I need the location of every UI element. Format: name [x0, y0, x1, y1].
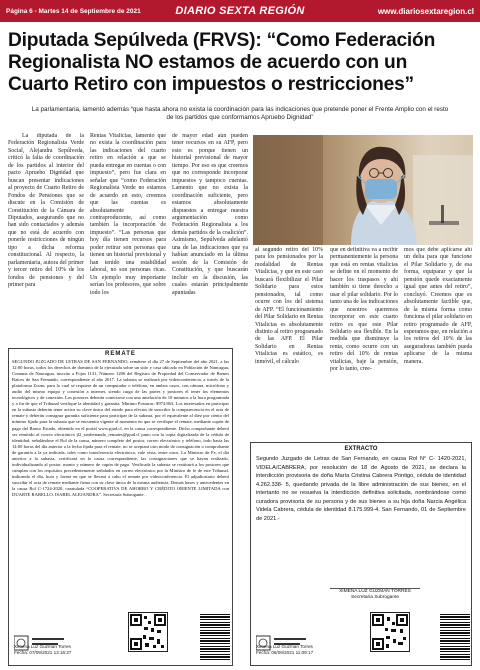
stamp-2-date: Fecha: 06/09/2021 11:09:17 [256, 649, 314, 655]
extracto-body: Segundo Juzgado de Letras de San Fernando, en causa Rol N° C- 1420-2021, VIDELA/CABRERA, por resolución de 18 de Agosto de 2021, se declara la interdicción provisoria de doña María Cristina Cabrera Pontigo, cédula de identidad 4.262.338- 5, quedando privada de la libre administración de sus bienes, en el intertanto no se resuelva la interdicción definitiva solicitada, nombrándose como curadora provisoria de su persona y de sus bienes a su hija doña Narcia Angélica Videla Cabrera, cédula de identidad 8.175.999-4. San Fernando, 01 de Septiembre de 2021.- [256, 456, 466, 522]
extracto-signer: XIMENA LUZ GUZMAN TORRES [339, 589, 411, 594]
article-column-5: que en definitiva va a recibir permanentemente la persona que está en rentas vitalicias se define en el momento de hacer los traspasos y ahí también si tiene derecho a usar el pilar solidario. Por lo tanto una de las indicaciones que nosotros queremos incorporar en este cuarto retiro es que este Pilar Solidario sea flexible. En la medida que disminuye la renta, como ocurre con un retiro del 10% de rentas vitalicias, baje la pensión, por lo tanto, cree- [330, 247, 398, 373]
article-column-3: de mayor edad aún pueden tener recursos en su AFP, pero esto es porque tienen un historial previsional de mayor tiempo. Por eso es que creemos que no corresponde incorporar impuestos y tampoco cuentas. Lamento que no exista la coordinación suficiente, pero estamos absolutamente dispuestos a entregar nuestra argumentación como Federación Regionalista a los demás partidos de la coalición”. Asimismo, Sepúlveda adelantó una de las indicaciones que ya habían anunciado en la última sesión de la Comisión de Constitución, y que buscarán incluir en la discusión, las cuales estarán principalmente apuntadas [172, 133, 248, 296]
verification-qr-code-2[interactable] [370, 612, 410, 652]
page-label: Página 6 - Martes 14 de Septiembre de 2021 [6, 7, 141, 15]
stamp-1-date: Fecha: 07/09/2021 13:16:27 [14, 649, 72, 655]
remate-title: REMATE [105, 351, 136, 357]
qr-code-icon [129, 613, 167, 651]
newspaper-brand: DIARIO SEXTA REGIÓN [175, 5, 305, 17]
stamp-1-signer: Ximena Luz Guzman Torres [14, 644, 71, 649]
verification-barcode-2 [440, 612, 470, 660]
extracto-signature [310, 589, 440, 601]
signature-stamp-2 [256, 644, 313, 655]
article-deck: La parlamentaria, lamentó además “que hasta ahora no exista la coordinación para las indicaciones que pretende poner el Frente Amplio con el resto de los partidos que conformamos Apruebo Dignidad” [31, 106, 449, 121]
masthead-bar [0, 0, 480, 22]
article-headline: Diputada Sepúlveda (FRVS): “Como Federación Regionalista NO estamos de acuerdo con un Cuarto Retiro con impuestos o restricciones” [8, 30, 436, 95]
extracto-title: EXTRACTO [344, 446, 378, 452]
extracto-signer-role: Secretaria Subrogante [351, 595, 399, 600]
qr-code-icon [371, 613, 409, 651]
remate-body: SEGUNDO JUZGADO DE LETRAS DE SAN FERNANDO, remátese el día 27 de Septiembre del año 2021, a las 12:00 horas, todos los derechos de dominio de la ejecutada sobre un sitio y casa ubicado en Población de Nancagua, Comuna de Nancagua, inscrito a Fojas 1131, Número 1206 del Registro de Propiedad del Conservador de Bienes Raíces de San Fernando, correspondiente al año 2017. La subasta se realizará por videoconferencia, a través de la plataforma Zoom, para lo cual se requiere de un computador o teléfono, en ambos casos, con cámara, micrófono y audio del mismo equipo y conexión a internet, siendo carga de las partes y postores el tener los elementos tecnológicos y de conexión. Los postores deberán conectarse con una antelación de 10 minutos a la hora programada y a fin de que el Tribunal verifique la identidad y garantía. Mínimo Posturas: $974.863. Los interesados en participar en la subasta deberán tener activa su clave única del estado para efectos de suscribir la comparecencia en el acta de remate y deberán consignar garantía suficiente para participar de la subasta, por el equivalente al diez por ciento del mínimo fijado para la subasta que se encuentra vigente al momento en que se verifique el remate, mediante cupón de pago del Banco Estado, obtenido en el portal www.pjud.cl, en la causa correspondiente. Dicho comprobante deberá ser remitido al correo electrónico jl2_sanfernando_remates@pjud.cl junto con la copia digitalizada de la cédula de identidad, señalándose el Rol de la causa, número completo del postor, correo electrónico y teléfono, todo hasta las 14:00 horas del día anterior a la fecha fijada para el remate, no se aceptará otro modo de consignación o comprobante de garantía a la ya indicada, tales como transferencia electrónica, vale vista, entre otros. La Ministro de Fe, el día anterior a la subasta, certificará en la causa correspondiente, las consignaciones que se hayan realizado, individualizando al postor, monto y número de cupón de pago. Verificada la subasta se restituirá a los postores que cumplan con los requisitos precedentemente señalados en correo electrónico por la Ministro de fe de este Tribunal, indicando el día, hora y forma en que se llevará a cabo el remate por videoconferencia. El adjudicatario deberá suscribir el acta de remate mediante firma con su clave única de la misma audiencia. Demás bases y antecedentes en la causa Rol C-1724-2020, caratulada “COOPERATIVA DE AHORRO Y CRÉDITO ORIENTE LIMITADA con DUARTE RABELLO, ISABEL ALEJANDRA”. Secretaría Subrogante. [12, 359, 229, 498]
verification-barcode-1 [200, 612, 230, 660]
article-column-6: mos que debe aplicarse ahí un delta para que funcione el Pilar Solidario y, de esa forma, equiparar y que la pensión quede exactamente igual que antes del retiro”, concluyó. Creemos que es absolutamente factible que, de la misma forma como funciona el pilar solidario en retiro programado de AFP, esperamos que, en relación a los retiros del 10% de las aseguradoras también pueda aplicarse de la misma manera. [404, 247, 472, 365]
article-column-1: La diputada de la Federación Regionalista Verde Social, Alejandra Sepúlveda, criticó la falta de coordinación de los partidos al interior del pacto Apruebo Dignidad que buscan presentar indicaciones al proyecto de Cuarto Retiro de Fondos de Pensiones que se discute en la Comisión de Constitución de la Cámara de Diputados, asegurando que no han sido contactados y además que no está de acuerdo con ponerle restricciones de ningún tipo a dicha reforma constitucional. Al respecto, la parlamentaria, autora del primer y tercer retiro del 10% de los fondos de pensiones y del primer para [8, 133, 84, 289]
article-column-4: al segundo retiro del 10% para los pensionados por la modalidad de Rentas Vitalicias, y que en este caso buscará flexibilizar el Pilar Solidario para estos pensionados, tal como ocurre con los del sistema de AFP. “El funcionamiento del Pilar Solidario en Rentas Vitalicias es absolutamente distinto al retiro programado de las AFP. El Pilar Solidario en Rentas Vitalicias es estático, es inmóvil, el cálculo [255, 247, 323, 365]
signature-stamp-1 [14, 644, 71, 655]
article-photo [253, 135, 473, 245]
legislator-photo-illustration [253, 135, 473, 245]
verification-qr-code-1[interactable] [128, 612, 168, 652]
website-link[interactable]: www.diariosextaregion.cl [377, 6, 474, 16]
article-column-2: Rentas Vitalicias, lamentó que no exista la coordinación para las indicaciones del cuarto retiro en relación a que se pueda entregar en cuentas o con impuesto”, pero fue clara en señalar que “como Federación Regionalista Verde no estamos de acuerdo en esto, creemos que las cuentas es absolutamente contraproducente, así como también la incorporación de impuesto”. “Las personas que hoy día tienen recursos para poder retirar son personas que tienen un historial previsional y han tenido una estabilidad laboral, no son personas ricas. Un ejemplo muy importante serían los profesores, que sobre todo los [90, 133, 166, 296]
stamp-2-signer: Ximena Luz Guzman Torres [256, 644, 313, 649]
